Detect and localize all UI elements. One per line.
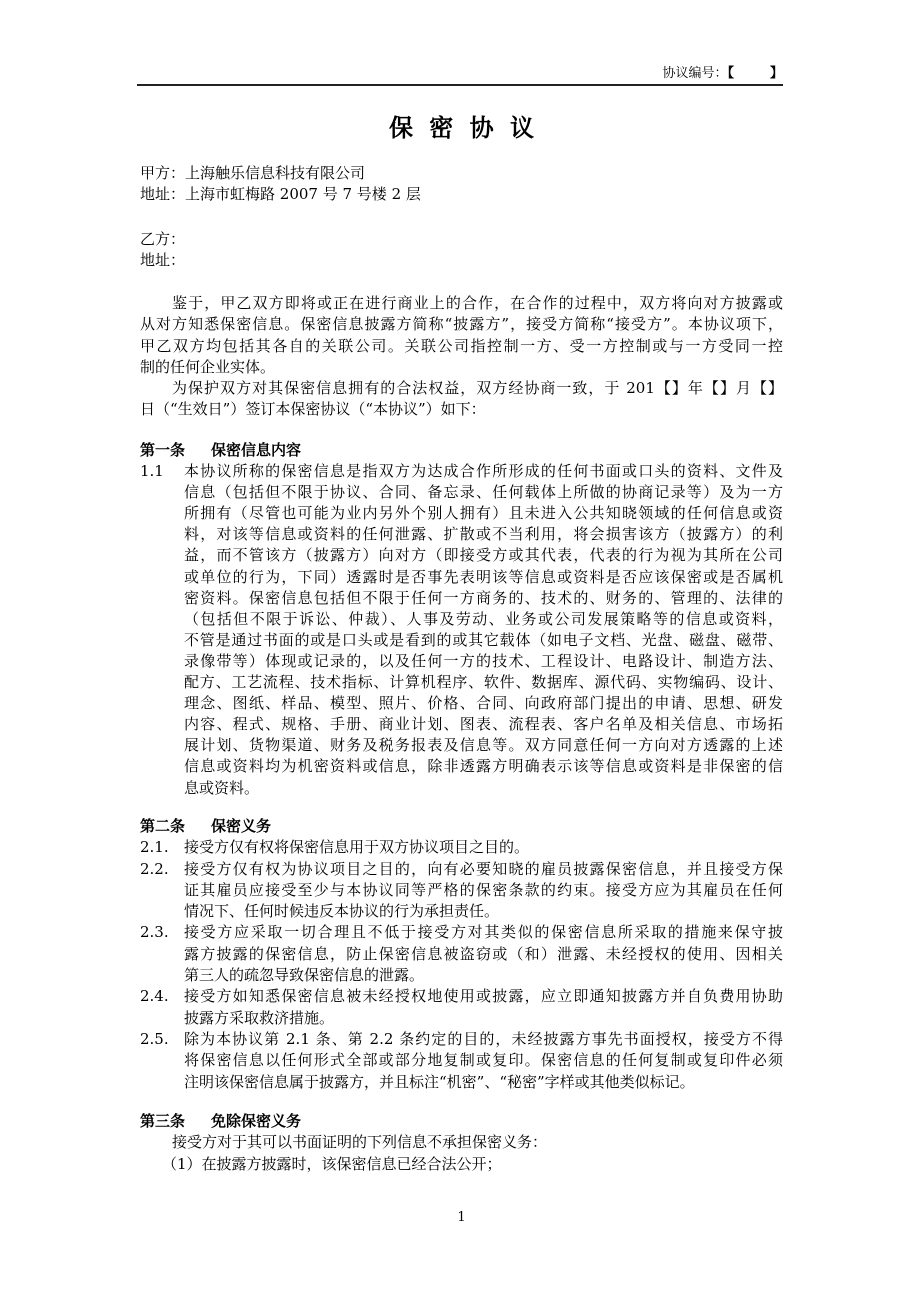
clause-number: 第二条 bbox=[140, 817, 186, 835]
clause-heading bbox=[140, 440, 783, 461]
clause-item-number: 2.5. bbox=[140, 1029, 169, 1048]
clause-item-line: 息或资料。 bbox=[184, 778, 260, 797]
party-b-address-label: 地址： bbox=[140, 251, 186, 270]
clause-item-number: 2.4. bbox=[140, 987, 169, 1006]
clause-item-line: 情况下、任何时候违反本协议的行为承担责任。 bbox=[184, 902, 500, 921]
agreement-number-open-bracket: 【 bbox=[727, 66, 734, 81]
clause-title: 保密信息内容 bbox=[211, 441, 302, 459]
clause-item-line: 接受方仅有权为协议项目之目的，向有必要知晓的雇员披露保密信息，并且接受方保 bbox=[184, 859, 783, 878]
clause-title: 保密义务 bbox=[211, 817, 272, 835]
clause-item-number: 2.2. bbox=[140, 859, 169, 878]
recital-line: 日（“生效日”）签订本保密协议（“本协议”）如下： bbox=[140, 400, 486, 419]
agreement-number-close-bracket: 】 bbox=[769, 66, 783, 81]
clause-item-line: 第三人的疏忽导致保密信息的泄露。 bbox=[184, 966, 425, 985]
party-a-address-line bbox=[140, 184, 783, 205]
agreement-number-label: 协议编号： bbox=[662, 66, 728, 81]
clause-item-number: 2.3. bbox=[140, 923, 169, 942]
clause-list-item-line: （1）在披露方披露时，该保密信息已经合法公开； bbox=[162, 1154, 502, 1173]
party-a-name: 上海触乐信息科技有限公司 bbox=[185, 164, 366, 182]
clause-item-line: 不管是通过书面的或是口头或是看到的或其它载体（如电子文档、光盘、磁盘、磁带、 bbox=[184, 630, 783, 649]
clause-item-2-1 bbox=[140, 837, 783, 858]
clause-item-line: 内容、程式、规格、手册、商业计划、图表、流程表、客户名单及相关信息、市场拓 bbox=[184, 715, 783, 734]
clause-item-line: 证其雇员应接受至少与本协议同等严格的保密条款的约束。接受方应为其雇员在任何 bbox=[184, 880, 783, 899]
clause-item-line: 接受方如知悉保密信息被未经授权地使用或披露，应立即通知披露方并自负费用协助 bbox=[184, 987, 783, 1006]
recital-line: 鉴于，甲乙双方即将或正在进行商业上的合作，在合作的过程中，双方将向对方披露或 bbox=[172, 294, 783, 312]
clause-item-line: 理念、图纸、样品、模型、照片、价格、合同、向政府部门提出的申请、思想、研发 bbox=[184, 694, 783, 713]
clause-heading bbox=[140, 1111, 783, 1132]
clause-item-line: 注明该保密信息属于披露方，并且标注“机密”、“秘密”字样或其他类似标记。 bbox=[184, 1072, 695, 1091]
clause-item-line: 露方披露的保密信息，防止保密信息被盗窃或（和）泄露、未经授权的使用、因相关 bbox=[184, 944, 783, 963]
party-b-block bbox=[140, 229, 783, 272]
party-a-label: 甲方： bbox=[140, 164, 186, 182]
recital-line: 从对方知悉保密信息。保密信息披露方简称“披露方”，接受方简称“接受方”。本协议项下， bbox=[140, 315, 783, 334]
clause-heading bbox=[140, 816, 783, 837]
clause-item-line: 将保密信息以任何形式全部或部分地复制或复印。保密信息的任何复制或复印件必须 bbox=[184, 1051, 783, 1070]
page-number: 1 bbox=[457, 1210, 466, 1225]
clause-item-line: 除为本协议第 2.1 条、第 2.2 条约定的目的，未经披露方事先书面授权，接受方不得 bbox=[184, 1029, 783, 1048]
header-rule bbox=[137, 84, 783, 86]
clause-title: 免除保密义务 bbox=[211, 1112, 302, 1130]
clause-item-line: 或单位的行为，下同）透露时是否事先表明该等信息或资料是否应该保密或是否属机 bbox=[184, 567, 783, 586]
clause-item-line: 接受方应采取一切合理且不低于接受方对其类似的保密信息所采取的措施来保守披 bbox=[184, 923, 783, 942]
document-title: 保 密 协 议 bbox=[388, 113, 539, 142]
clause-item-line: 接受方仅有权将保密信息用于双方协议项目之目的。 bbox=[184, 838, 530, 857]
recitals-block bbox=[140, 293, 783, 421]
clause-item-1-1 bbox=[140, 461, 783, 799]
clause-item-2-4 bbox=[140, 986, 783, 1029]
clause-item-line: 密资料。保密信息包括但不限于任何一方商务的、技术的、财务的、管理的、法律的 bbox=[184, 588, 783, 607]
clause-item-2-5 bbox=[140, 1029, 783, 1093]
clause-item-number: 1.1 bbox=[140, 462, 164, 481]
clause-item-2-3 bbox=[140, 922, 783, 986]
clause-3-section bbox=[140, 1111, 783, 1175]
recital-paragraph bbox=[140, 293, 783, 378]
clause-item-line: 录像带等）体现或记录的，以及任何一方的技术、工程设计、电路设计、制造方法、 bbox=[184, 651, 783, 670]
agreement-number-header bbox=[662, 64, 783, 84]
clause-2-section bbox=[140, 816, 783, 1093]
clause-item-line: （包括但不限于诉讼、仲裁）、人事及劳动、业务或公司发展策略等的信息或资料， bbox=[184, 609, 783, 628]
clause-item-line: 本协议所称的保密信息是指双方为达成合作所形成的任何书面或口头的资料、文件及 bbox=[184, 462, 783, 481]
clause-item-2-2 bbox=[140, 859, 783, 923]
party-a-address: 上海市虹梅路 2007 号 7 号楼 2 层 bbox=[185, 185, 421, 204]
party-b-label: 乙方： bbox=[140, 230, 186, 248]
clause-item-number: 2.1. bbox=[140, 838, 169, 857]
party-a-name-line bbox=[140, 163, 783, 184]
clause-item-line: 所拥有（尽管也可能为业内另外个别人拥有）且未进入公共知晓领域的任何信息或资 bbox=[184, 504, 783, 523]
clause-item-line: 展计划、货物渠道、财务及税务报表及信息等。双方同意任何一方向对方透露的上述 bbox=[184, 736, 783, 755]
party-a-address-label: 地址： bbox=[140, 185, 186, 204]
clause-item-line: 配方、工艺流程、技术指标、计算机程序、软件、数据库、源代码、实物编码、设计、 bbox=[184, 673, 783, 692]
party-a-block bbox=[140, 163, 783, 206]
clause-item-line: 信息（包括但不限于协议、合同、备忘录、任何载体上所做的协商记录等）及为一方 bbox=[184, 483, 783, 502]
recital-line: 为保护双方对其保密信息拥有的合法权益，双方经协商一致，于 201【】年【】月【】 bbox=[172, 379, 783, 398]
recital-line: 制的任何企业实体。 bbox=[140, 357, 276, 376]
recital-line: 甲乙双方均包括其各自的关联公司。关联公司指控制一方、受一方控制或与一方受同一控 bbox=[140, 336, 783, 355]
clause-1-section bbox=[140, 440, 783, 799]
clause-item-line: 益，而不管该方（披露方）向对方（即接受方或其代表，代表的行为视为其所在公司 bbox=[184, 546, 783, 565]
clause-number: 第三条 bbox=[140, 1112, 186, 1130]
clause-item-line: 信息或资料均为机密资料或信息，除非透露方明确表示该等信息或资料是非保密的信 bbox=[184, 757, 783, 776]
clause-item-line: 料，对该等信息或资料的任何泄露、扩散或不当利用，将会损害该方（披露方）的利 bbox=[184, 525, 783, 544]
recital-paragraph bbox=[140, 378, 783, 421]
clause-paragraph-line: 接受方对于其可以书面证明的下列信息不承担保密义务： bbox=[172, 1133, 548, 1152]
clause-item-line: 披露方采取救济措施。 bbox=[184, 1008, 335, 1027]
clause-number: 第一条 bbox=[140, 441, 186, 459]
